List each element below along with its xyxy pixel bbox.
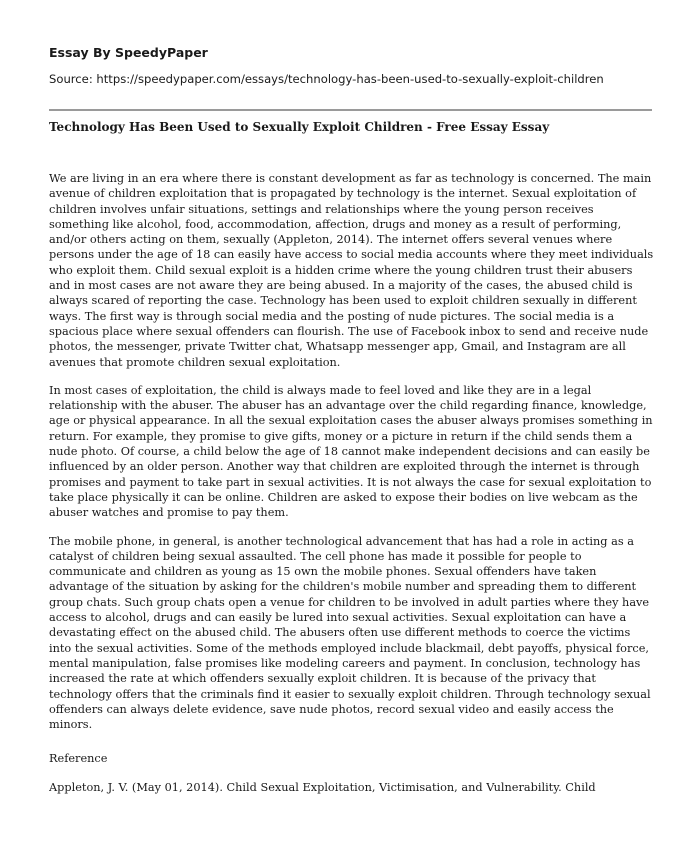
paragraph: The mobile phone, in general, is another technological advancement that has had a role in acting as a catalyst of children being sexual assaulted. The cell phone has made it possible for people to communicate and children as young as 15 own the mobile phones. Sexual offenders have taken advantage of the situation by asking for the children's mobile number and spreading them to different group chats. Such group chats open a venue for children to be involved in adult parties where they have access to alcohol, drugs and can easily be lured into sexual activities. Sexual exploitation can have a devastating effect on the abused child. The abusers often use different methods to coerce the victims into the sexual activities. Some of the methods employed include blackmail, debt payoffs, physical force, mental manipulation, false promises like modeling careers and payment. In conclusion, technology has increased the rate at which offenders sexually exploit children. It is because of the privacy that technology offers that the criminals find it easier to sexually exploit children. Through technology sexual offenders can always delete evidence, save nude photos, record sexual video and easily access the minors. xyxy=(49,534,651,732)
paragraph: In most cases of exploitation, the child is always made to feel loved and like they are in a legal relationship with the abuser. The abuser has an advantage over the child regarding finance, knowledge, age or physical appearance. In all the sexual exploitation cases the abuser always promises something in return. For example, they promise to give gifts, money or a picture in return if the child sends them a nude photo. Of course, a child below the age of 18 cannot make independent decisions and can easily be influenced by an older person. Another way that children are exploited through the internet is through promises and payment to take part in sexual activities. It is not always the case for sexual exploitation to take place physically it can be online. Children are asked to expose their bodies on live webcam as the abuser watches and promise to pay them. xyxy=(49,383,653,520)
essay-body xyxy=(49,171,655,745)
reference-heading: Reference xyxy=(49,752,108,765)
header-divider xyxy=(49,109,652,111)
source-url: Source: https://speedypaper.com/essays/technology-has-been-used-to-sexually-exploit-children xyxy=(49,72,604,86)
essay-title: Technology Has Been Used to Sexually Exploit Children - Free Essay Essay xyxy=(49,120,550,134)
essay-publisher-label: Essay By SpeedyPaper xyxy=(49,45,208,60)
reference-entry: Appleton, J. V. (May 01, 2014). Child Sexual Exploitation, Victimisation, and Vulnerability. Child xyxy=(49,781,596,794)
paragraph: We are living in an era where there is constant development as far as technology is concerned. The main avenue of children exploitation that is propagated by technology is the internet. Sexual exploitation of children involves unfair situations, settings and relationships where the young person receives something like alcohol, food, accommodation, affection, drugs and money as a result of performing, and/or others acting on them, sexually (Appleton, 2014). The internet offers several venues where persons under the age of 18 can easily have access to social media accounts where they meet individuals who exploit them. Child sexual exploit is a hidden crime where the young children trust their abusers and in most cases are not aware they are being abused. In a majority of the cases, the abused child is always scared of reporting the case. Technology has been used to exploit children sexually in different ways. The first way is through social media and the posting of nude pictures. The social media is a spacious place where sexual offenders can flourish. The use of Facebook inbox to send and receive nude photos, the messenger, private Twitter chat, Whatsapp messenger app, Gmail, and Instagram are all avenues that promote children sexual exploitation. xyxy=(49,172,654,369)
